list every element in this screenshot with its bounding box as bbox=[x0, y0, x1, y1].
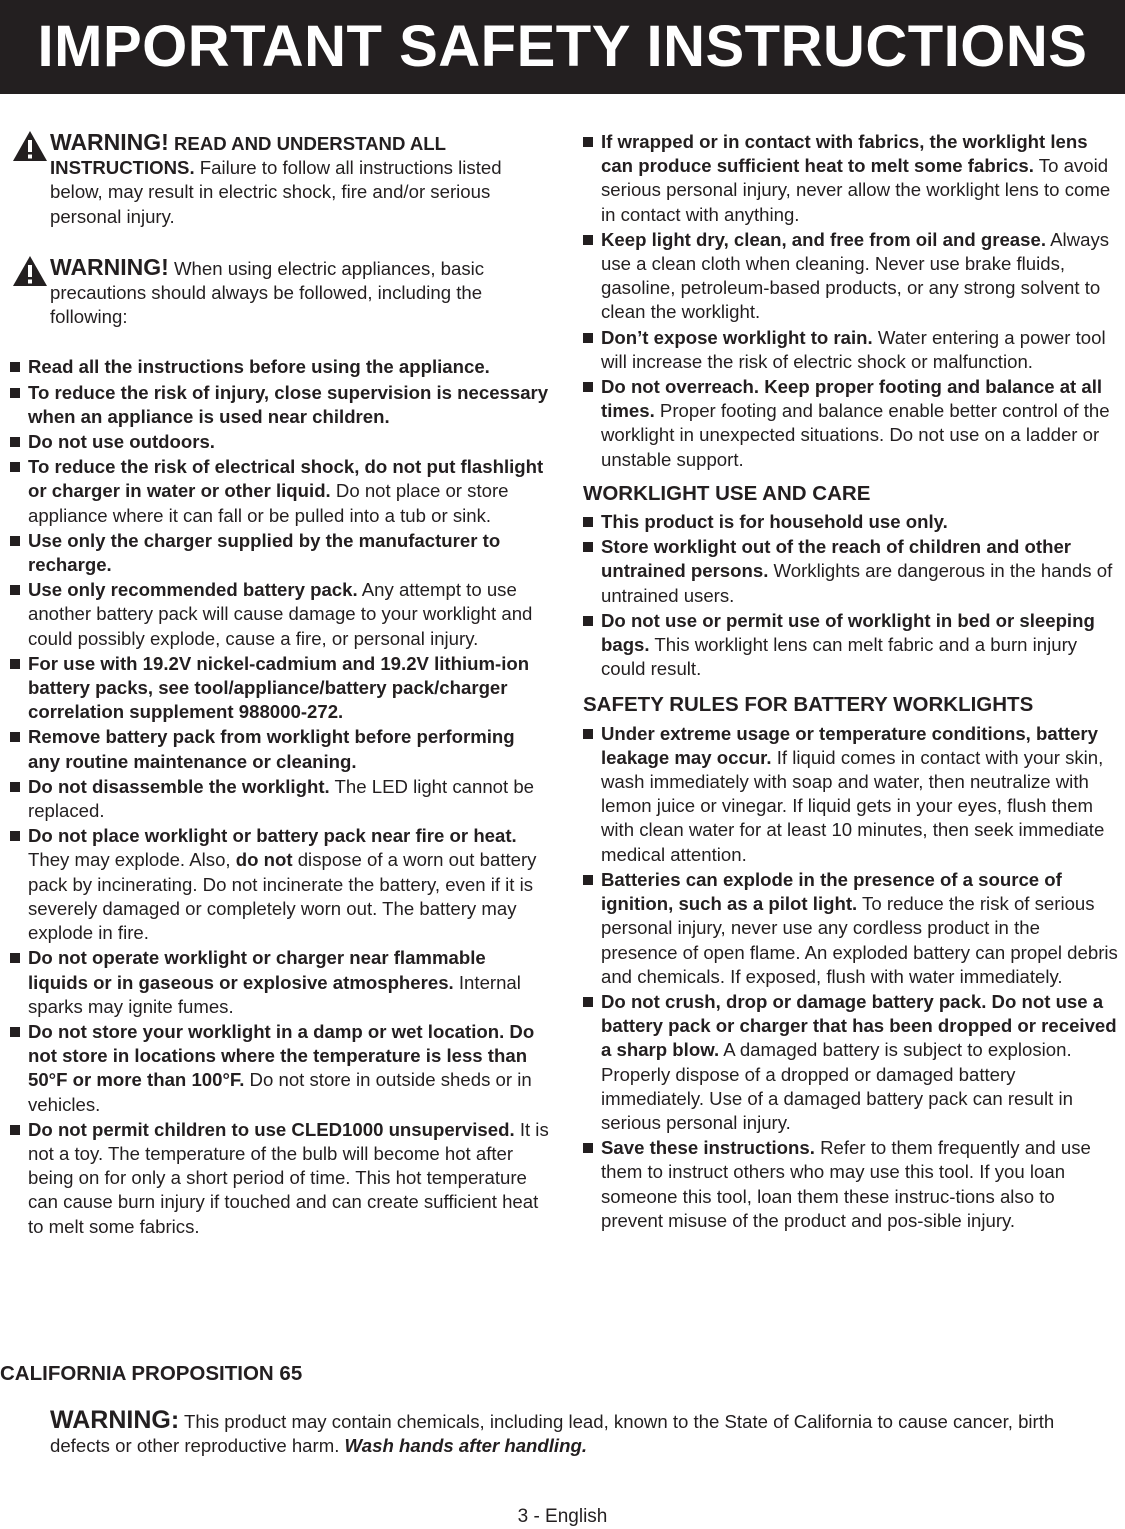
list-item: Store worklight out of the reach of children and other untrained persons. Worklights are dangerous in the hands of untrained users. bbox=[583, 535, 1121, 608]
list-item: This product is for household use only. bbox=[583, 510, 1121, 534]
list-item: Read all the instructions before using the appliance. bbox=[10, 355, 550, 379]
list-item: Under extreme usage or temperature conditions, battery leakage may occur. If liquid comes in contact with your skin, wash immediately with soap and water, then neutralize with lemon juice or vinegar. If liquid gets in your eyes, flush them with clean water for at least 10 minutes, then seek immediate medical attention. bbox=[583, 722, 1121, 867]
general-safety-list bbox=[10, 355, 550, 1238]
list-item: Use only recommended battery pack. Any attempt to use another battery pack will cause damage to your worklight and could possibly explode, cause a fire, or personal injury. bbox=[10, 578, 550, 651]
list-item: To reduce the risk of electrical shock, do not put flashlight or charger in water or other liquid. Do not place or store appliance where it can fall or be pulled into a tub or sink. bbox=[10, 455, 550, 528]
section-heading-battery-rules: SAFETY RULES FOR BATTERY WORKLIGHTS bbox=[583, 693, 1034, 717]
warning-triangle-icon bbox=[12, 255, 48, 287]
use-and-care-list bbox=[583, 510, 1121, 681]
section-heading-use-and-care: WORKLIGHT USE AND CARE bbox=[583, 481, 871, 505]
warning-label: WARNING! bbox=[50, 253, 169, 280]
list-item: Do not operate worklight or charger near flammable liquids or in gaseous or explosive atmospheres. Internal sparks may ignite fumes. bbox=[10, 946, 550, 1019]
warning-label: WARNING! bbox=[50, 129, 169, 155]
list-item: To reduce the risk of injury, close supervision is necessary when an appliance is used near children. bbox=[10, 381, 550, 429]
prop65-warning-label: WARNING: bbox=[50, 1406, 180, 1434]
right-column bbox=[583, 130, 1121, 1234]
warning-bold-text: READ AND UNDERSTAND ALL INSTRUCTIONS. bbox=[50, 133, 446, 179]
battery-rules-list bbox=[583, 722, 1121, 1233]
warning-text: Failure to follow all instructions listed below, may result in electric shock, fire and/or serious personal injury. bbox=[50, 157, 502, 227]
list-item: Don’t expose worklight to rain. Water entering a power tool will increase the risk of electric shock or malfunction. bbox=[583, 326, 1121, 374]
list-item: If wrapped or in contact with fabrics, the worklight lens can produce sufficient heat to melt some fabrics. To avoid serious personal injury, never allow the worklight lens to come in contact with anything. bbox=[583, 130, 1121, 227]
prop65-warning bbox=[50, 1408, 1110, 1458]
list-item: Do not permit children to use CLED1000 unsupervised. It is not a toy. The temperature of the bulb will become hot after being on for only a short period of time. This hot temperature can cause burn injury if touched and can create sufficient heat to melt some fabrics. bbox=[10, 1118, 550, 1239]
list-item: Batteries can explode in the presence of a source of ignition, such as a pilot light. To reduce the risk of serious personal injury, never use any cordless product in the presence of open flame. An exploded battery can propel debris and chemicals. If exposed, flush with water immediately. bbox=[583, 868, 1121, 989]
prop65-warning-text: This product may contain chemicals, including lead, known to the State of California to cause cancer, birth defects or other reproductive harm. bbox=[50, 1411, 1055, 1457]
prop65-emphasis: Wash hands after handling. bbox=[344, 1435, 587, 1457]
list-item: Do not use or permit use of worklight in bed or sleeping bags. This worklight lens can melt fabric and a burn injury could result. bbox=[583, 609, 1121, 682]
list-item: Do not place worklight or battery pack near fire or heat. They may explode. Also, do not dispose of a worn out battery pack by incinerating. Do not incinerate the battery, even if it is severely damaged or completely worn out. The battery may explode in fire. bbox=[10, 824, 550, 945]
list-item: Keep light dry, clean, and free from oil and grease. Always use a clean cloth when cleaning. Never use brake fluids, gasoline, petroleum-based products, or any strong solvent to clean the worklight. bbox=[583, 228, 1121, 325]
warning-precautions bbox=[10, 255, 550, 330]
prop65-heading: CALIFORNIA PROPOSITION 65 bbox=[0, 1362, 303, 1385]
list-item: Do not crush, drop or damage battery pack. Do not use a battery pack or charger that has been dropped or received a sharp blow. A damaged battery is subject to explosion. Properly dispose of a dropped or damaged battery immediately. Use of a damaged battery pack can result in serious personal injury. bbox=[583, 990, 1121, 1135]
warning-triangle-icon bbox=[12, 130, 48, 162]
warning-text: When using electric appliances, basic precautions should always be followed, including the following: bbox=[50, 257, 485, 328]
list-item: Use only the charger supplied by the manufacturer to recharge. bbox=[10, 529, 550, 577]
list-item: Do not use outdoors. bbox=[10, 430, 550, 454]
list-item: Remove battery pack from worklight before performing any routine maintenance or cleaning. bbox=[10, 725, 550, 773]
warning-read-instructions bbox=[10, 130, 550, 229]
list-item: Save these instructions. Refer to them frequently and use them to instruct others who may use this tool. If you loan someone this tool, loan them these instruc-tions also to prevent misuse of the product and pos-sible injury. bbox=[583, 1136, 1121, 1233]
list-item: Do not overreach. Keep proper footing and balance at all times. Proper footing and balance enable better control of the worklight in unexpected situations. Do not use on a ladder or unstable support. bbox=[583, 375, 1121, 472]
list-item: Do not disassemble the worklight. The LED light cannot be replaced. bbox=[10, 775, 550, 823]
page-title: IMPORTANT SAFETY INSTRUCTIONS bbox=[0, 0, 1125, 94]
worklight-safety-list bbox=[583, 130, 1121, 472]
page-number: 3 - English bbox=[517, 1506, 608, 1527]
left-column bbox=[10, 130, 550, 1240]
list-item: For use with 19.2V nickel-cadmium and 19.2V lithium-ion battery packs, see tool/appliance/battery pack/charger correlation supplement 988000-272. bbox=[10, 652, 550, 725]
list-item: Do not store your worklight in a damp or wet location. Do not store in locations where the temperature is less than 50°F or more than 100°F. Do not store in outside sheds or in vehicles. bbox=[10, 1020, 550, 1117]
